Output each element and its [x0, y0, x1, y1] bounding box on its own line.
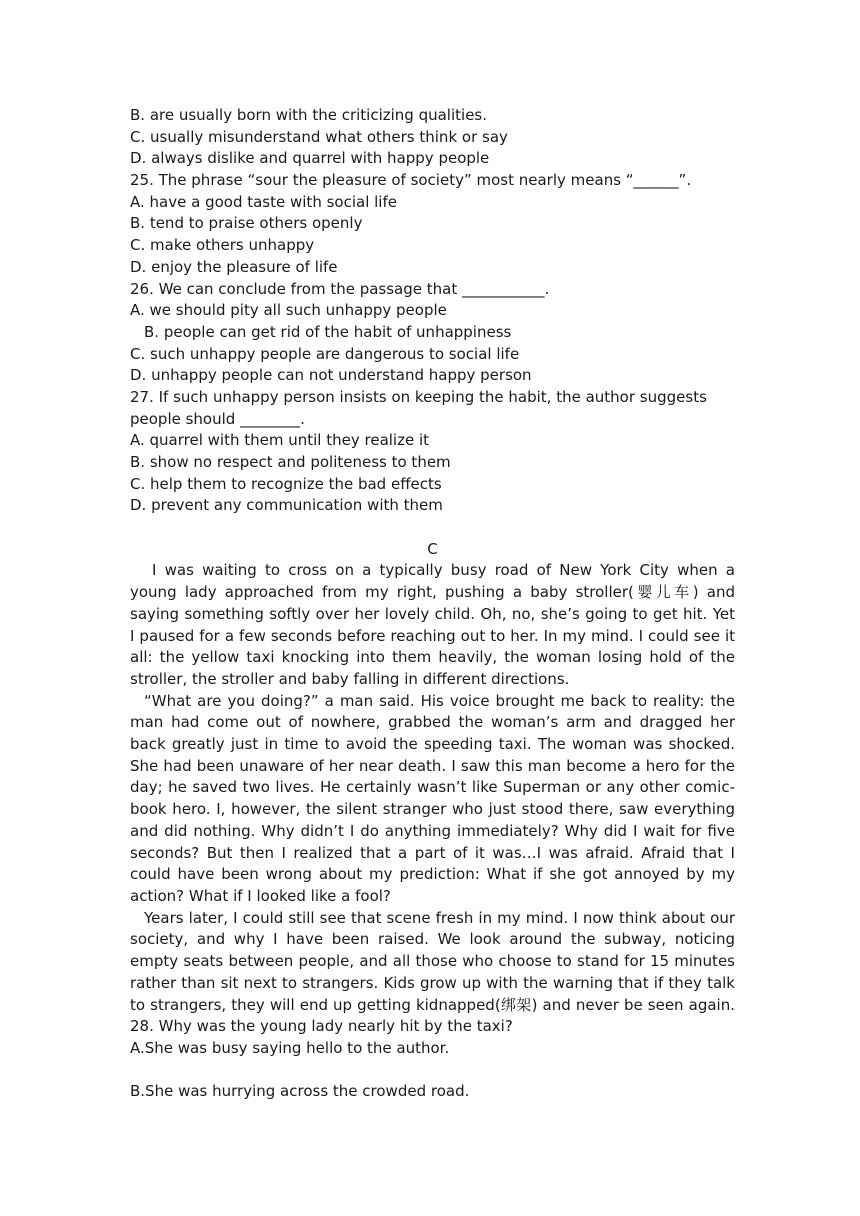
- q28-option-a: A.She was busy saying hello to the author.: [130, 1038, 450, 1057]
- passage-paragraph-3: Years later, I could still see that scene fresh in my mind. I now think about our society, and why I have been raised. We look around the subway, noticing empty seats between people, and all those who choose to stand for 15 minutes rather than sit next to strangers. Kids grow up with the warning that if they talk to strangers, they will end up getting kidnapped(绑架) and never be seen again. 28. Why was the young lady nearly hit by the taxi?: [130, 908, 735, 1036]
- spacer: [130, 517, 735, 539]
- q25-stem: 25. The phrase “sour the pleasure of society” most nearly means “______”.: [130, 171, 692, 190]
- q24-option-d: D. always dislike and quarrel with happy people: [130, 149, 490, 168]
- q26-option-a: A. we should pity all such unhappy people: [130, 301, 447, 320]
- q28-option-b: B.She was hurrying across the crowded road.: [130, 1081, 470, 1100]
- q26-option-b: B. people can get rid of the habit of unhappiness: [144, 322, 512, 341]
- q25-option-d: D. enjoy the pleasure of life: [130, 257, 338, 276]
- q27-option-c: C. help them to recognize the bad effects: [130, 474, 442, 493]
- q25-option-a: A. have a good taste with social life: [130, 192, 397, 211]
- q25-option-b: B. tend to praise others openly: [130, 214, 363, 233]
- q26-option-c: C. such unhappy people are dangerous to social life: [130, 344, 520, 363]
- q24-option-b: B. are usually born with the criticizing qualities.: [130, 106, 488, 124]
- q27-option-a: A. quarrel with them until they realize it: [130, 431, 430, 450]
- q25-option-c: C. make others unhappy: [130, 236, 315, 255]
- q26-stem: 26. We can conclude from the passage that ___________.: [130, 279, 550, 298]
- q27-option-b: B. show no respect and politeness to them: [130, 453, 451, 471]
- q27-stem-line2: people should ________.: [130, 409, 305, 428]
- document-page: [130, 105, 735, 1102]
- q26-option-d: D. unhappy people can not understand happy person: [130, 366, 532, 385]
- passage-paragraph-2: “What are you doing?” a man said. His voice brought me back to reality: the man had come out of nowhere, grabbed the woman’s arm and dragged her back greatly just in time to avoid the speeding taxi. The woman was shocked. She had been unaware of her near death. I saw this man become a hero for the day; he saved two lives. He certainly wasn’t like Superman or any other comic-book hero. I, however, the silent stranger who just stood there, saw everything and did nothing. Why didn’t I do anything immediately? Why did I wait for five seconds? But then I realized that a part of it was…I was afraid. Afraid that I could have been wrong about my prediction: What if she got annoyed by my action? What if I looked like a fool?: [130, 691, 735, 905]
- q27-option-d: D. prevent any communication with them: [130, 496, 443, 515]
- q24-option-c: C. usually misunderstand what others think or say: [130, 127, 508, 146]
- section-c-heading: C: [427, 539, 438, 558]
- q27-stem-line1: 27. If such unhappy person insists on keeping the habit, the author suggests: [130, 387, 707, 406]
- spacer: [130, 1060, 735, 1081]
- passage-paragraph-1: I was waiting to cross on a typically busy road of New York City when a young lady approached from my right, pushing a baby stroller(婴儿车) and saying something softly over her lovely child. Oh, no, she’s going to get hit. Yet I paused for a few seconds before reaching out to her. In my mind. I could see it all: the yellow taxi knocking into them heavily, the woman losing hold of the stroller, the stroller and baby falling in different directions.: [130, 561, 735, 688]
